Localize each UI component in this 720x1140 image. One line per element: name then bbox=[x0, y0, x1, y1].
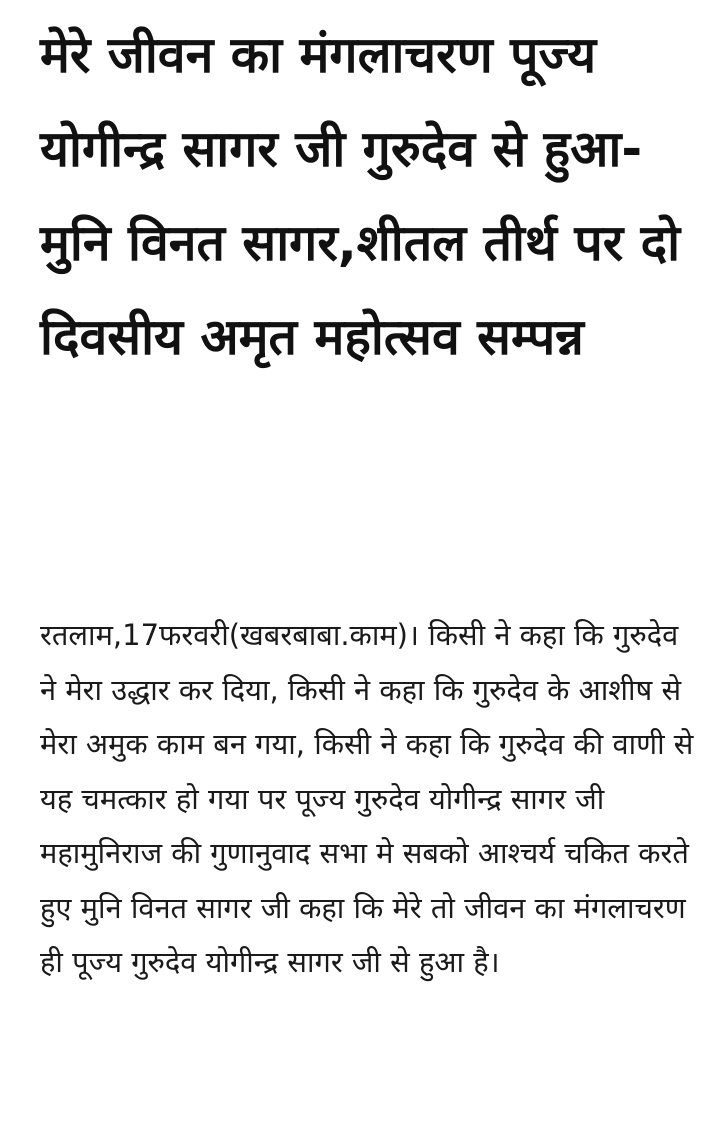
article-headline: मेरे जीवन का मंगलाचरण पूज्य योगीन्द्र सागर जी गुरुदेव से हुआ- मुनि विनत सागर,शीतल तीर्थ पर दो दिवसीय अमृत महोत्सव सम्पन्न bbox=[40, 26, 681, 366]
article-body: रतलाम,17फरवरी(खबरबाबा.काम)। किसी ने कहा कि गुरुदेव ने मेरा उद्धार कर दिया, किसी ने कहा कि गुरुदेव के आशीष से मेरा अमुक काम बन गया, किसी ने कहा कि गुरुदेव की वाणी से यह चमत्कार हो गया पर पूज्य गुरुदेव योगीन्द्र सागर जी महामुनिराज की गुणानुवाद सभा मे सबको आश्चर्य चकित करते हुए मुनि विनत सागर जी कहा कि मेरे तो जीवन का मंगलाचरण ही पूज्य गुरुदेव योगीन्द्र सागर जी से हुआ है। bbox=[40, 618, 694, 979]
news-article bbox=[40, 0, 700, 979]
